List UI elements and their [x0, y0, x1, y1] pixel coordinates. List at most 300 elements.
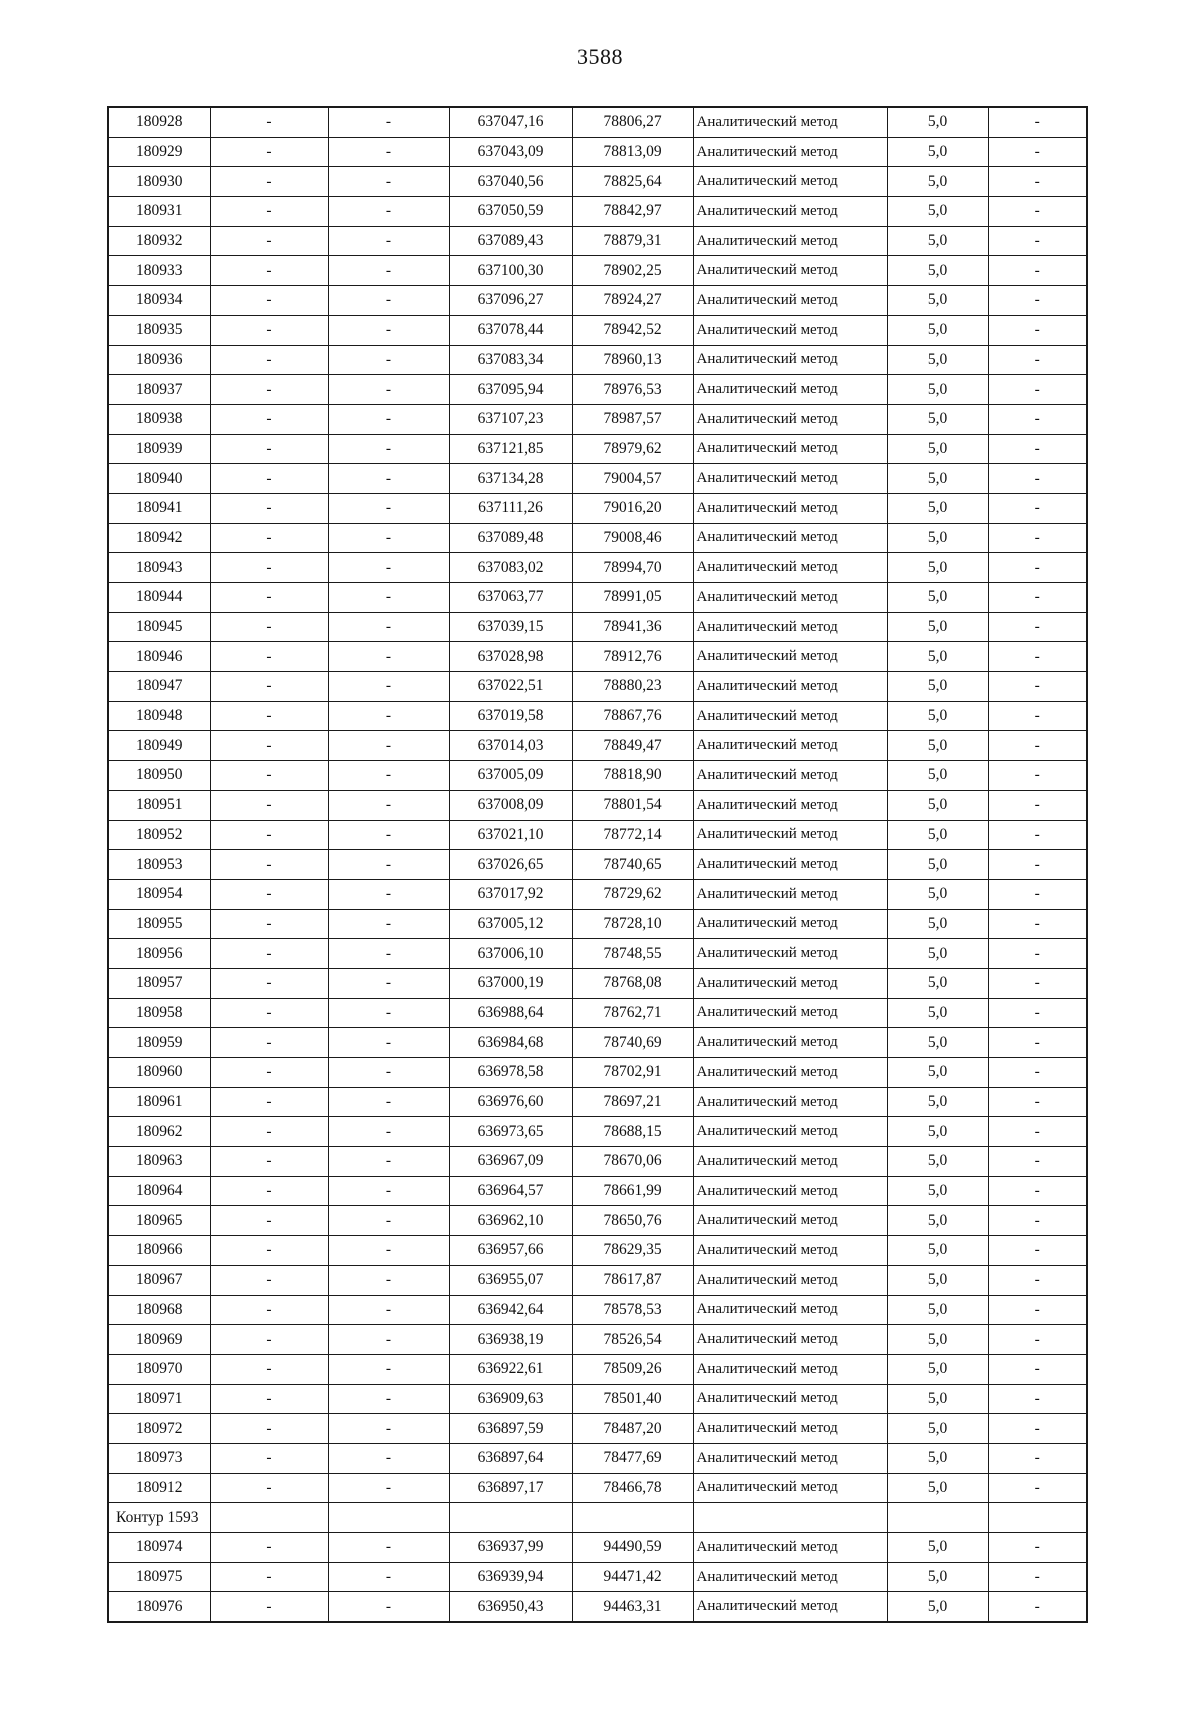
method-cell: Аналитический метод — [693, 761, 887, 791]
point-id-cell: 180954 — [108, 879, 210, 909]
dash-cell: - — [988, 197, 1087, 227]
y-coordinate-cell: 78748,55 — [572, 939, 693, 969]
accuracy-cell: 5,0 — [887, 375, 988, 405]
method-cell: Аналитический метод — [693, 612, 887, 642]
method-cell: Аналитический метод — [693, 1443, 887, 1473]
dash-cell: - — [328, 107, 449, 137]
dash-cell: - — [988, 434, 1087, 464]
y-coordinate-cell: 78772,14 — [572, 820, 693, 850]
table-row — [108, 612, 1087, 642]
y-coordinate-cell: 78941,36 — [572, 612, 693, 642]
dash-cell: - — [328, 345, 449, 375]
dash-cell: - — [328, 167, 449, 197]
dash-cell: - — [210, 1473, 328, 1503]
accuracy-cell: 5,0 — [887, 1028, 988, 1058]
dash-cell: - — [328, 315, 449, 345]
x-coordinate-cell: 637019,58 — [449, 701, 572, 731]
table-row — [108, 1236, 1087, 1266]
y-coordinate-cell: 78991,05 — [572, 583, 693, 613]
point-id-cell: 180962 — [108, 1117, 210, 1147]
dash-cell: - — [328, 998, 449, 1028]
dash-cell: - — [210, 612, 328, 642]
accuracy-cell: 5,0 — [887, 256, 988, 286]
accuracy-cell: 5,0 — [887, 1295, 988, 1325]
y-coordinate-cell: 78806,27 — [572, 107, 693, 137]
table-row — [108, 1265, 1087, 1295]
dash-cell: - — [328, 583, 449, 613]
dash-cell: - — [988, 761, 1087, 791]
y-coordinate-cell: 78813,09 — [572, 137, 693, 167]
dash-cell: - — [210, 1295, 328, 1325]
table-row — [108, 1325, 1087, 1355]
dash-cell: - — [988, 464, 1087, 494]
table-row — [108, 790, 1087, 820]
y-coordinate-cell: 78650,76 — [572, 1206, 693, 1236]
method-cell: Аналитический метод — [693, 939, 887, 969]
y-coordinate-cell: 78697,21 — [572, 1087, 693, 1117]
dash-cell: - — [210, 1206, 328, 1236]
point-id-cell: 180966 — [108, 1236, 210, 1266]
table-row — [108, 939, 1087, 969]
point-id-cell: 180932 — [108, 226, 210, 256]
dash-cell: - — [210, 1087, 328, 1117]
table-row — [108, 1176, 1087, 1206]
dash-cell: - — [328, 137, 449, 167]
table-row — [108, 553, 1087, 583]
accuracy-cell: 5,0 — [887, 1265, 988, 1295]
accuracy-cell: 5,0 — [887, 1147, 988, 1177]
x-coordinate-cell: 637083,34 — [449, 345, 572, 375]
x-coordinate-cell: 637063,77 — [449, 583, 572, 613]
y-coordinate-cell: 78728,10 — [572, 909, 693, 939]
accuracy-cell: 5,0 — [887, 1325, 988, 1355]
table-row — [108, 1147, 1087, 1177]
dash-cell: - — [328, 790, 449, 820]
point-id-cell: 180947 — [108, 672, 210, 702]
x-coordinate-cell: 637083,02 — [449, 553, 572, 583]
dash-cell: - — [328, 286, 449, 316]
coordinates-table — [107, 106, 1088, 1623]
y-coordinate-cell: 78942,52 — [572, 315, 693, 345]
table-row — [108, 1354, 1087, 1384]
table-row — [108, 1206, 1087, 1236]
dash-cell: - — [988, 1265, 1087, 1295]
method-cell: Аналитический метод — [693, 850, 887, 880]
dash-cell: - — [988, 345, 1087, 375]
point-id-cell: 180953 — [108, 850, 210, 880]
x-coordinate-cell: 636976,60 — [449, 1087, 572, 1117]
method-cell: Аналитический метод — [693, 1117, 887, 1147]
dash-cell: - — [328, 404, 449, 434]
y-coordinate-cell: 78670,06 — [572, 1147, 693, 1177]
method-cell: Аналитический метод — [693, 642, 887, 672]
dash-cell: - — [988, 790, 1087, 820]
x-coordinate-cell: 636978,58 — [449, 1058, 572, 1088]
dash-cell: - — [210, 1562, 328, 1592]
dash-cell: - — [210, 1533, 328, 1563]
dash-cell: - — [988, 879, 1087, 909]
accuracy-cell: 5,0 — [887, 1058, 988, 1088]
dash-cell: - — [210, 583, 328, 613]
y-coordinate-cell: 78688,15 — [572, 1117, 693, 1147]
x-coordinate-cell: 637121,85 — [449, 434, 572, 464]
method-cell: Аналитический метод — [693, 820, 887, 850]
table-row — [108, 909, 1087, 939]
method-cell: Аналитический метод — [693, 1354, 887, 1384]
point-id-cell: 180972 — [108, 1414, 210, 1444]
accuracy-cell: 5,0 — [887, 167, 988, 197]
dash-cell: - — [328, 464, 449, 494]
dash-cell: - — [988, 731, 1087, 761]
dash-cell: - — [210, 1265, 328, 1295]
accuracy-cell: 5,0 — [887, 107, 988, 137]
accuracy-cell: 5,0 — [887, 939, 988, 969]
point-id-cell: 180950 — [108, 761, 210, 791]
method-cell: Аналитический метод — [693, 1592, 887, 1622]
dash-cell: - — [328, 820, 449, 850]
point-id-cell: 180937 — [108, 375, 210, 405]
x-coordinate-cell: 636957,66 — [449, 1236, 572, 1266]
dash-cell: - — [210, 404, 328, 434]
contour-label: Контур 1593 — [108, 1503, 210, 1533]
table-row — [108, 137, 1087, 167]
y-coordinate-cell: 79004,57 — [572, 464, 693, 494]
x-coordinate-cell: 637050,59 — [449, 197, 572, 227]
dash-cell: - — [210, 256, 328, 286]
point-id-cell: 180956 — [108, 939, 210, 969]
empty-cell — [210, 1503, 328, 1533]
dash-cell: - — [988, 968, 1087, 998]
x-coordinate-cell: 636950,43 — [449, 1592, 572, 1622]
x-coordinate-cell: 637040,56 — [449, 167, 572, 197]
method-cell: Аналитический метод — [693, 1028, 887, 1058]
point-id-cell: 180931 — [108, 197, 210, 227]
dash-cell: - — [210, 939, 328, 969]
dash-cell: - — [988, 1414, 1087, 1444]
dash-cell: - — [210, 761, 328, 791]
y-coordinate-cell: 78762,71 — [572, 998, 693, 1028]
dash-cell: - — [328, 523, 449, 553]
dash-cell: - — [988, 1236, 1087, 1266]
dash-cell: - — [210, 1147, 328, 1177]
accuracy-cell: 5,0 — [887, 1592, 988, 1622]
table-row — [108, 879, 1087, 909]
accuracy-cell: 5,0 — [887, 553, 988, 583]
point-id-cell: 180960 — [108, 1058, 210, 1088]
dash-cell: - — [328, 1028, 449, 1058]
point-id-cell: 180965 — [108, 1206, 210, 1236]
dash-cell: - — [210, 1058, 328, 1088]
point-id-cell: 180946 — [108, 642, 210, 672]
dash-cell: - — [328, 434, 449, 464]
table-row — [108, 107, 1087, 137]
method-cell: Аналитический метод — [693, 968, 887, 998]
dash-cell: - — [328, 761, 449, 791]
point-id-cell: 180974 — [108, 1533, 210, 1563]
y-coordinate-cell: 78849,47 — [572, 731, 693, 761]
x-coordinate-cell: 636967,09 — [449, 1147, 572, 1177]
dash-cell: - — [988, 701, 1087, 731]
point-id-cell: 180942 — [108, 523, 210, 553]
y-coordinate-cell: 78768,08 — [572, 968, 693, 998]
method-cell: Аналитический метод — [693, 434, 887, 464]
dash-cell: - — [210, 672, 328, 702]
method-cell: Аналитический метод — [693, 1206, 887, 1236]
accuracy-cell: 5,0 — [887, 226, 988, 256]
table-body — [108, 107, 1087, 1622]
accuracy-cell: 5,0 — [887, 583, 988, 613]
dash-cell: - — [988, 137, 1087, 167]
table-row — [108, 256, 1087, 286]
table-row — [108, 1384, 1087, 1414]
point-id-cell: 180961 — [108, 1087, 210, 1117]
accuracy-cell: 5,0 — [887, 1087, 988, 1117]
x-coordinate-cell: 636909,63 — [449, 1384, 572, 1414]
y-coordinate-cell: 79016,20 — [572, 493, 693, 523]
dash-cell: - — [988, 1354, 1087, 1384]
table-row — [108, 1562, 1087, 1592]
y-coordinate-cell: 78740,69 — [572, 1028, 693, 1058]
dash-cell: - — [210, 1028, 328, 1058]
method-cell: Аналитический метод — [693, 1533, 887, 1563]
table-row — [108, 642, 1087, 672]
dash-cell: - — [988, 1028, 1087, 1058]
x-coordinate-cell: 637006,10 — [449, 939, 572, 969]
x-coordinate-cell: 636964,57 — [449, 1176, 572, 1206]
dash-cell: - — [328, 375, 449, 405]
x-coordinate-cell: 637078,44 — [449, 315, 572, 345]
accuracy-cell: 5,0 — [887, 1117, 988, 1147]
table-row — [108, 820, 1087, 850]
dash-cell: - — [988, 493, 1087, 523]
method-cell: Аналитический метод — [693, 523, 887, 553]
dash-cell: - — [988, 1087, 1087, 1117]
table-row — [108, 1533, 1087, 1563]
x-coordinate-cell: 636938,19 — [449, 1325, 572, 1355]
empty-cell — [887, 1503, 988, 1533]
dash-cell: - — [988, 583, 1087, 613]
dash-cell: - — [988, 939, 1087, 969]
y-coordinate-cell: 78867,76 — [572, 701, 693, 731]
accuracy-cell: 5,0 — [887, 197, 988, 227]
x-coordinate-cell: 637096,27 — [449, 286, 572, 316]
method-cell: Аналитический метод — [693, 879, 887, 909]
x-coordinate-cell: 636922,61 — [449, 1354, 572, 1384]
table-row — [108, 1443, 1087, 1473]
accuracy-cell: 5,0 — [887, 909, 988, 939]
method-cell: Аналитический метод — [693, 909, 887, 939]
accuracy-cell: 5,0 — [887, 1176, 988, 1206]
dash-cell: - — [210, 790, 328, 820]
x-coordinate-cell: 636962,10 — [449, 1206, 572, 1236]
y-coordinate-cell: 78477,69 — [572, 1443, 693, 1473]
point-id-cell: 180936 — [108, 345, 210, 375]
point-id-cell: 180967 — [108, 1265, 210, 1295]
y-coordinate-cell: 78801,54 — [572, 790, 693, 820]
dash-cell: - — [210, 434, 328, 464]
point-id-cell: 180948 — [108, 701, 210, 731]
dash-cell: - — [210, 850, 328, 880]
x-coordinate-cell: 636897,59 — [449, 1414, 572, 1444]
y-coordinate-cell: 78987,57 — [572, 404, 693, 434]
y-coordinate-cell: 78578,53 — [572, 1295, 693, 1325]
dash-cell: - — [988, 642, 1087, 672]
dash-cell: - — [210, 1414, 328, 1444]
method-cell: Аналитический метод — [693, 701, 887, 731]
point-id-cell: 180969 — [108, 1325, 210, 1355]
dash-cell: - — [210, 1443, 328, 1473]
dash-cell: - — [988, 1058, 1087, 1088]
y-coordinate-cell: 78979,62 — [572, 434, 693, 464]
dash-cell: - — [328, 1562, 449, 1592]
y-coordinate-cell: 78466,78 — [572, 1473, 693, 1503]
method-cell: Аналитический метод — [693, 1384, 887, 1414]
y-coordinate-cell: 78976,53 — [572, 375, 693, 405]
dash-cell: - — [988, 1562, 1087, 1592]
method-cell: Аналитический метод — [693, 197, 887, 227]
table-row — [108, 286, 1087, 316]
method-cell: Аналитический метод — [693, 1325, 887, 1355]
point-id-cell: 180955 — [108, 909, 210, 939]
dash-cell: - — [328, 1414, 449, 1444]
dash-cell: - — [988, 1325, 1087, 1355]
dash-cell: - — [988, 850, 1087, 880]
dash-cell: - — [988, 167, 1087, 197]
table-row — [108, 1295, 1087, 1325]
dash-cell: - — [328, 1117, 449, 1147]
table-row — [108, 345, 1087, 375]
dash-cell: - — [988, 107, 1087, 137]
accuracy-cell: 5,0 — [887, 345, 988, 375]
point-id-cell: 180945 — [108, 612, 210, 642]
dash-cell: - — [210, 375, 328, 405]
y-coordinate-cell: 78526,54 — [572, 1325, 693, 1355]
point-id-cell: 180973 — [108, 1443, 210, 1473]
y-coordinate-cell: 78879,31 — [572, 226, 693, 256]
x-coordinate-cell: 637039,15 — [449, 612, 572, 642]
empty-cell — [693, 1503, 887, 1533]
point-id-cell: 180935 — [108, 315, 210, 345]
point-id-cell: 180964 — [108, 1176, 210, 1206]
dash-cell: - — [328, 1295, 449, 1325]
dash-cell: - — [210, 553, 328, 583]
table-row — [108, 226, 1087, 256]
dash-cell: - — [328, 909, 449, 939]
x-coordinate-cell: 637008,09 — [449, 790, 572, 820]
method-cell: Аналитический метод — [693, 493, 887, 523]
empty-cell — [572, 1503, 693, 1533]
dash-cell: - — [988, 820, 1087, 850]
point-id-cell: 180938 — [108, 404, 210, 434]
point-id-cell: 180958 — [108, 998, 210, 1028]
y-coordinate-cell: 78729,62 — [572, 879, 693, 909]
table-row — [108, 583, 1087, 613]
point-id-cell: 180930 — [108, 167, 210, 197]
x-coordinate-cell: 636955,07 — [449, 1265, 572, 1295]
table-row — [108, 315, 1087, 345]
dash-cell: - — [328, 256, 449, 286]
point-id-cell: 180976 — [108, 1592, 210, 1622]
table-row — [108, 1028, 1087, 1058]
dash-cell: - — [210, 879, 328, 909]
point-id-cell: 180970 — [108, 1354, 210, 1384]
dash-cell: - — [988, 1117, 1087, 1147]
dash-cell: - — [988, 1533, 1087, 1563]
accuracy-cell: 5,0 — [887, 820, 988, 850]
accuracy-cell: 5,0 — [887, 879, 988, 909]
dash-cell: - — [988, 226, 1087, 256]
dash-cell: - — [988, 315, 1087, 345]
x-coordinate-cell: 637005,09 — [449, 761, 572, 791]
dash-cell: - — [988, 672, 1087, 702]
y-coordinate-cell: 78912,76 — [572, 642, 693, 672]
method-cell: Аналитический метод — [693, 1295, 887, 1325]
y-coordinate-cell: 78702,91 — [572, 1058, 693, 1088]
dash-cell: - — [328, 642, 449, 672]
table-row — [108, 375, 1087, 405]
y-coordinate-cell: 78818,90 — [572, 761, 693, 791]
y-coordinate-cell: 79008,46 — [572, 523, 693, 553]
dash-cell: - — [210, 286, 328, 316]
point-id-cell: 180940 — [108, 464, 210, 494]
empty-cell — [988, 1503, 1087, 1533]
point-id-cell: 180912 — [108, 1473, 210, 1503]
y-coordinate-cell: 78740,65 — [572, 850, 693, 880]
y-coordinate-cell: 78902,25 — [572, 256, 693, 286]
table-row — [108, 731, 1087, 761]
point-id-cell: 180952 — [108, 820, 210, 850]
x-coordinate-cell: 637022,51 — [449, 672, 572, 702]
table-row — [108, 434, 1087, 464]
accuracy-cell: 5,0 — [887, 701, 988, 731]
point-id-cell: 180951 — [108, 790, 210, 820]
accuracy-cell: 5,0 — [887, 493, 988, 523]
dash-cell: - — [328, 1325, 449, 1355]
dash-cell: - — [210, 642, 328, 672]
dash-cell: - — [988, 1206, 1087, 1236]
accuracy-cell: 5,0 — [887, 137, 988, 167]
dash-cell: - — [328, 731, 449, 761]
accuracy-cell: 5,0 — [887, 1473, 988, 1503]
dash-cell: - — [328, 701, 449, 731]
dash-cell: - — [328, 1147, 449, 1177]
method-cell: Аналитический метод — [693, 286, 887, 316]
dash-cell: - — [210, 998, 328, 1028]
x-coordinate-cell: 637107,23 — [449, 404, 572, 434]
dash-cell: - — [210, 820, 328, 850]
method-cell: Аналитический метод — [693, 464, 887, 494]
method-cell: Аналитический метод — [693, 1087, 887, 1117]
table-row — [108, 464, 1087, 494]
table-row — [108, 998, 1087, 1028]
x-coordinate-cell: 637021,10 — [449, 820, 572, 850]
method-cell: Аналитический метод — [693, 1414, 887, 1444]
page-number: 3588 — [577, 44, 623, 69]
table-row — [108, 493, 1087, 523]
dash-cell: - — [328, 226, 449, 256]
table-row — [108, 761, 1087, 791]
dash-cell: - — [328, 612, 449, 642]
dash-cell: - — [988, 553, 1087, 583]
accuracy-cell: 5,0 — [887, 464, 988, 494]
accuracy-cell: 5,0 — [887, 731, 988, 761]
dash-cell: - — [210, 1176, 328, 1206]
x-coordinate-cell: 636897,17 — [449, 1473, 572, 1503]
y-coordinate-cell: 78842,97 — [572, 197, 693, 227]
dash-cell: - — [328, 672, 449, 702]
method-cell: Аналитический метод — [693, 404, 887, 434]
table-row — [108, 167, 1087, 197]
